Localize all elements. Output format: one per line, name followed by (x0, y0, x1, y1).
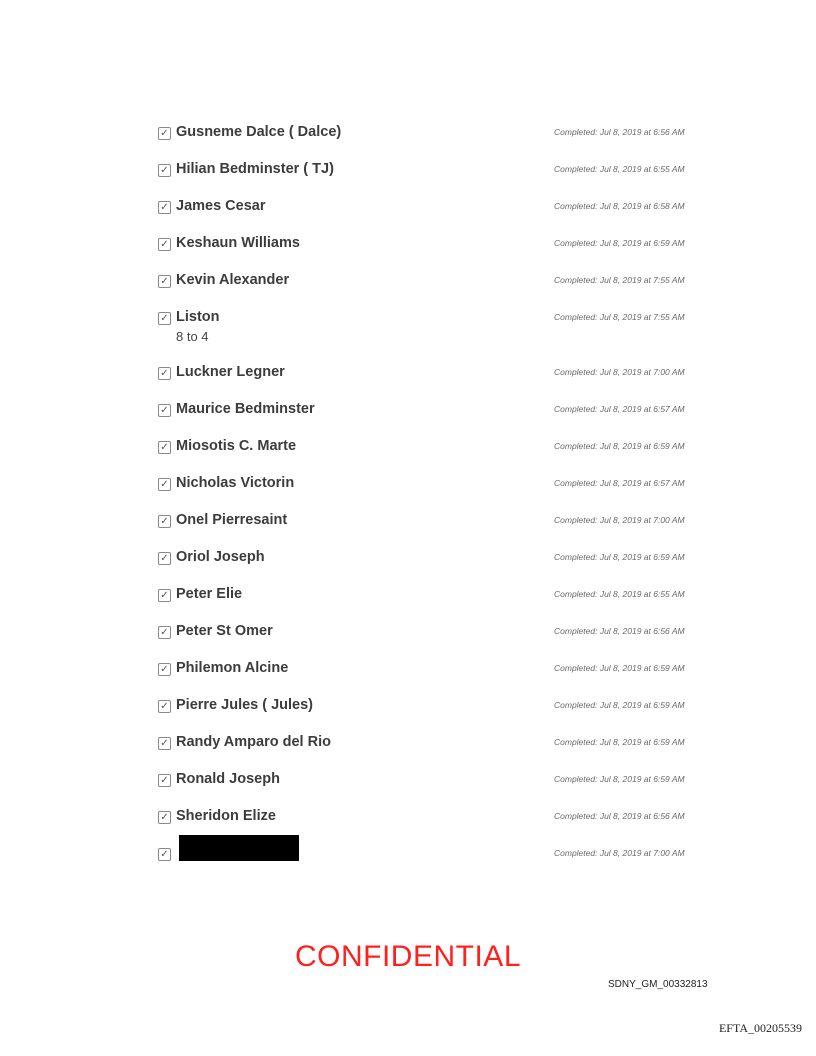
entry-name: Randy Amparo del Rio (176, 734, 331, 750)
completion-timestamp: Completed: Jul 8, 2019 at 7:00 AM (554, 515, 685, 525)
completion-timestamp: Completed: Jul 8, 2019 at 6:56 AM (554, 626, 685, 636)
checkbox-checked-icon[interactable]: ✓ (158, 404, 171, 417)
entry-name: Oriol Joseph (176, 549, 265, 565)
list-item (158, 697, 698, 734)
list-item (158, 309, 698, 364)
list-item (158, 734, 698, 771)
list-item (158, 124, 698, 161)
checkbox-checked-icon[interactable]: ✓ (158, 848, 171, 861)
list-item (158, 272, 698, 309)
completion-timestamp: Completed: Jul 8, 2019 at 6:57 AM (554, 478, 685, 488)
entry-name: Keshaun Williams (176, 235, 300, 251)
checkbox-checked-icon[interactable]: ✓ (158, 774, 171, 787)
entry-note: 8 to 4 (176, 329, 209, 344)
checkbox-checked-icon[interactable]: ✓ (158, 811, 171, 824)
list-item (158, 475, 698, 512)
completion-list (158, 124, 698, 882)
entry-name: Peter Elie (176, 586, 243, 602)
completion-timestamp: Completed: Jul 8, 2019 at 6:59 AM (554, 238, 685, 248)
redaction-box (179, 835, 299, 861)
entry-name: Sheridon Elize (176, 808, 276, 824)
list-item (158, 623, 698, 660)
checkbox-checked-icon[interactable]: ✓ (158, 626, 171, 639)
checkbox-checked-icon[interactable]: ✓ (158, 164, 171, 177)
completion-timestamp: Completed: Jul 8, 2019 at 6:59 AM (554, 663, 685, 673)
completion-timestamp: Completed: Jul 8, 2019 at 6:57 AM (554, 404, 685, 414)
checkbox-checked-icon[interactable]: ✓ (158, 589, 171, 602)
entry-name: Gusneme Dalce ( Dalce) (176, 124, 342, 140)
list-item (158, 235, 698, 272)
completion-timestamp: Completed: Jul 8, 2019 at 6:56 AM (554, 811, 685, 821)
entry-name: Liston (176, 309, 220, 325)
checkbox-checked-icon[interactable]: ✓ (158, 441, 171, 454)
checkbox-checked-icon[interactable]: ✓ (158, 552, 171, 565)
bates-number: SDNY_GM_00332813 (608, 979, 708, 990)
completion-timestamp: Completed: Jul 8, 2019 at 6:55 AM (554, 589, 685, 599)
completion-timestamp: Completed: Jul 8, 2019 at 6:59 AM (554, 441, 685, 451)
completion-timestamp: Completed: Jul 8, 2019 at 6:59 AM (554, 700, 685, 710)
checkbox-checked-icon[interactable]: ✓ (158, 238, 171, 251)
completion-timestamp: Completed: Jul 8, 2019 at 7:55 AM (554, 275, 685, 285)
completion-timestamp: Completed: Jul 8, 2019 at 7:00 AM (554, 848, 685, 858)
entry-name: Onel Pierresaint (176, 512, 288, 528)
list-item (158, 438, 698, 475)
checkbox-checked-icon[interactable]: ✓ (158, 737, 171, 750)
list-item (158, 401, 698, 438)
completion-timestamp: Completed: Jul 8, 2019 at 6:56 AM (554, 127, 685, 137)
list-item (158, 198, 698, 235)
confidential-stamp: CONFIDENTIAL (294, 940, 522, 973)
entry-name: Ronald Joseph (176, 771, 280, 787)
completion-timestamp: Completed: Jul 8, 2019 at 6:59 AM (554, 737, 685, 747)
list-item (158, 845, 698, 882)
checkbox-checked-icon[interactable]: ✓ (158, 201, 171, 214)
list-item (158, 364, 698, 401)
checkbox-checked-icon[interactable]: ✓ (158, 515, 171, 528)
completion-timestamp: Completed: Jul 8, 2019 at 6:55 AM (554, 164, 685, 174)
entry-name: Nicholas Victorin (176, 475, 295, 491)
entry-name: Peter St Omer (176, 623, 273, 639)
entry-name: James Cesar (176, 198, 266, 214)
list-item (158, 660, 698, 697)
list-item (158, 512, 698, 549)
completion-timestamp: Completed: Jul 8, 2019 at 6:58 AM (554, 201, 685, 211)
entry-name: Miosotis C. Marte (176, 438, 297, 454)
checkbox-checked-icon[interactable]: ✓ (158, 663, 171, 676)
entry-name: Pierre Jules ( Jules) (176, 697, 314, 713)
checkbox-checked-icon[interactable]: ✓ (158, 127, 171, 140)
list-item (158, 549, 698, 586)
list-item (158, 771, 698, 808)
checkbox-checked-icon[interactable]: ✓ (158, 312, 171, 325)
entry-name: Hilian Bedminster ( TJ) (176, 161, 334, 177)
checkbox-checked-icon[interactable]: ✓ (158, 478, 171, 491)
completion-timestamp: Completed: Jul 8, 2019 at 6:59 AM (554, 552, 685, 562)
list-item (158, 586, 698, 623)
completion-timestamp: Completed: Jul 8, 2019 at 7:00 AM (554, 367, 685, 377)
entry-name: Maurice Bedminster (176, 401, 315, 417)
entry-name: Luckner Legner (176, 364, 285, 380)
completion-timestamp: Completed: Jul 8, 2019 at 7:55 AM (554, 312, 685, 322)
checkbox-checked-icon[interactable]: ✓ (158, 275, 171, 288)
efta-number: EFTA_00205539 (718, 1021, 802, 1035)
checkbox-checked-icon[interactable]: ✓ (158, 367, 171, 380)
entry-name: Kevin Alexander (176, 272, 290, 288)
checkbox-checked-icon[interactable]: ✓ (158, 700, 171, 713)
entry-name: Philemon Alcine (176, 660, 289, 676)
completion-timestamp: Completed: Jul 8, 2019 at 6:59 AM (554, 774, 685, 784)
list-item (158, 161, 698, 198)
